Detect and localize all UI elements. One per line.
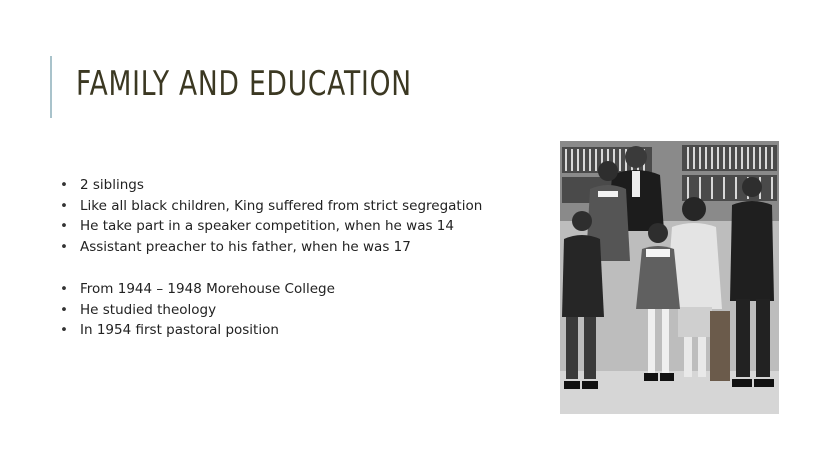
bullet-item: • He take part in a speaker competition, when he was 14	[60, 216, 482, 237]
bullet-item: • Like all black children, King suffered from strict segregation	[60, 196, 482, 217]
family-photo	[560, 141, 779, 414]
family-photo-illustration	[560, 141, 779, 414]
title-accent-bar	[50, 56, 52, 118]
bullet-list-family	[60, 175, 482, 257]
bullet-list-education	[60, 279, 335, 341]
bullet-item: • He studied theology	[60, 300, 335, 321]
bullet-item: • Assistant preacher to his father, when he was 17	[60, 237, 482, 258]
slide-title: FAMILY AND EDUCATION	[76, 64, 412, 104]
bullet-item: • From 1944 – 1948 Morehouse College	[60, 279, 335, 300]
bullet-item: • 2 siblings	[60, 175, 482, 196]
bullet-item: • In 1954 first pastoral position	[60, 320, 335, 341]
